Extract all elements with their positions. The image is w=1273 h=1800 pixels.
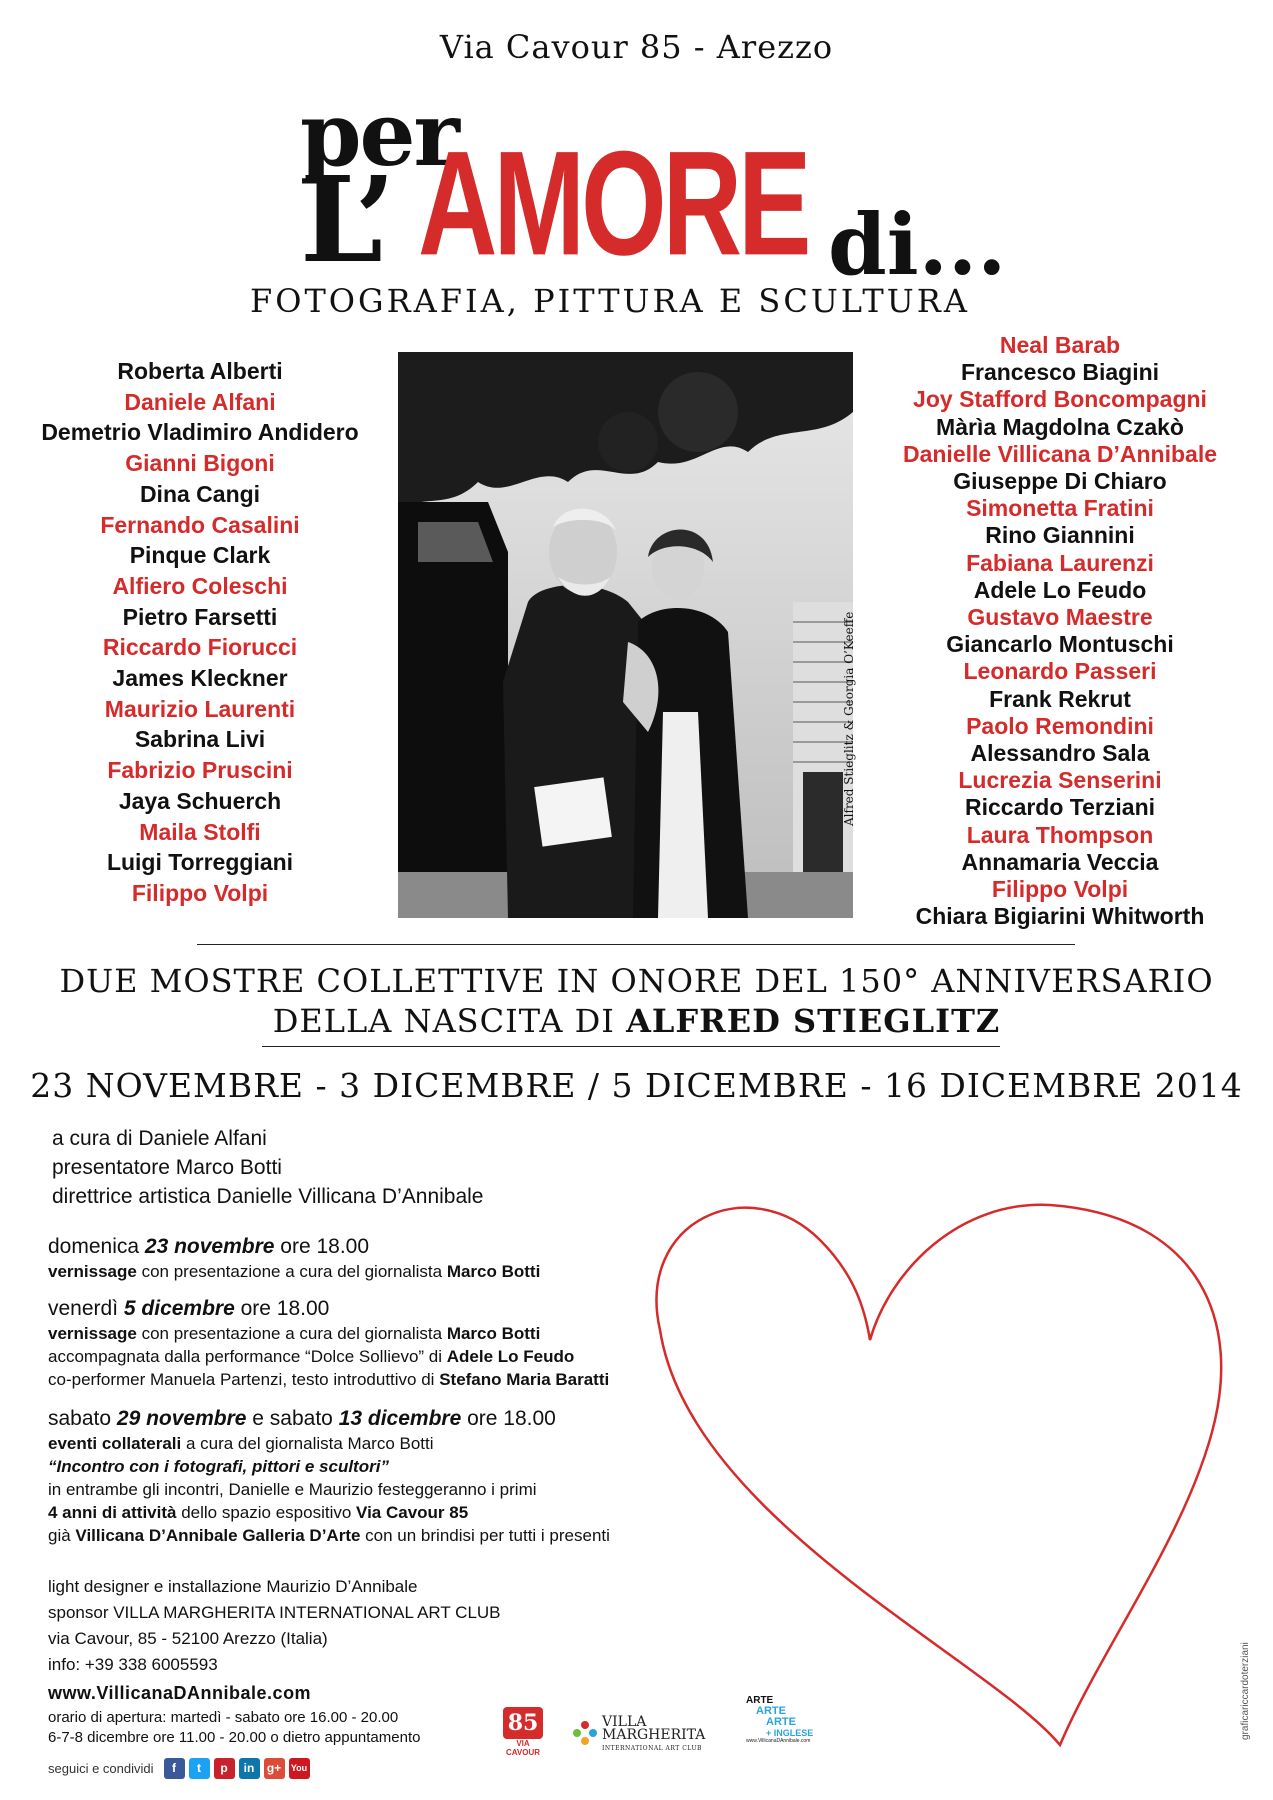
event-date: 29 novembre [116, 1407, 247, 1430]
artist-name: Jaya Schuerch [118, 787, 282, 814]
villa-margherita-logo [572, 1716, 705, 1755]
social-bar [48, 1758, 314, 1779]
artist-name: Lucrezia Senserini [958, 767, 1162, 794]
credit-role: direttrice artistica [52, 1185, 217, 1208]
artist-name: Dina Cangi [139, 480, 261, 507]
pinterest-icon[interactable]: p [214, 1758, 235, 1779]
arte-word-1: ARTE [746, 1695, 774, 1706]
via-cavour-number: 85 [503, 1707, 543, 1739]
event-3-line4 [48, 1501, 610, 1524]
event-text: 4 anni di attività [48, 1503, 177, 1522]
artist-name: Maila Stolfi [139, 818, 261, 845]
hours-1: orario di apertura: martedì - sabato ore 16.00 - 20.00 [48, 1709, 399, 1726]
event-desc: a cura del giornalista Marco Botti [181, 1434, 434, 1453]
event-text: accompagnata dalla performance “Dolce Sollievo” di [48, 1347, 447, 1366]
footer-info [48, 1574, 501, 1748]
event-label: vernissage [48, 1262, 137, 1281]
event-label: eventi collaterali [48, 1434, 182, 1453]
event-gallery: Villicana D’Annibale Galleria D’Arte [75, 1526, 361, 1545]
artist-name: Chiara Bigiarini Whitworth [915, 903, 1205, 930]
title-per: per [300, 82, 458, 186]
artist-name: Paolo Remondini [966, 712, 1154, 739]
artist-name: Laura Thompson [966, 821, 1154, 848]
event-3-line3: in entrambe gli incontri, Danielle e Maurizio festeggeranno i primi [48, 1480, 537, 1499]
arte-url: www.VillicanaDAnnibale.com [746, 1738, 811, 1744]
event-text: co-performer Manuela Partenzi, testo introduttivo di [48, 1370, 440, 1389]
event-text: con un brindisi per tutti i presenti [360, 1526, 610, 1545]
photo-credit: Alfred Stieglitz & Georgia O’Keeffe [842, 611, 856, 826]
event-3-heading [48, 1406, 610, 1432]
villa-subtitle: INTERNATIONAL ART CLUB [602, 1745, 702, 1752]
credit-curator [52, 1124, 484, 1153]
event-time: ore 18.00 [461, 1407, 556, 1430]
title-di: di... [828, 195, 1007, 294]
artist-name: Rino Giannini [985, 522, 1135, 549]
artist-name: Roberta Alberti [117, 358, 283, 384]
light-designer [48, 1574, 501, 1600]
via-cavour-logo [503, 1707, 543, 1757]
event-text: e sabato [246, 1407, 339, 1430]
headline-line-1: DUE MOSTRE COLLETTIVE IN ONORE DEL 150° ANNIVERSARIO [59, 962, 1214, 1000]
credit-role: presentatore [52, 1156, 176, 1179]
event-2-line3 [48, 1368, 609, 1391]
artist-name: Pietro Farsetti [122, 603, 278, 630]
arte-inglese: + INGLESE [766, 1728, 814, 1738]
artist-name: Gianni Bigoni [125, 450, 275, 477]
arte-logo [746, 1696, 832, 1744]
event-author: Stefano Maria Baratti [439, 1370, 610, 1389]
youtube-icon[interactable]: You [289, 1758, 310, 1779]
arte-word-2: ARTE [756, 1705, 786, 1717]
artist-name: Filippo Volpi [991, 876, 1129, 903]
linkedin-icon[interactable]: in [239, 1758, 260, 1779]
address: via Cavour, 85 - 52100 Arezzo (Italia) [48, 1629, 328, 1648]
title-l: L’ [300, 150, 396, 289]
artist-name: Màrìa Magdolna Czakò [936, 413, 1184, 440]
artists-left-list [0, 356, 400, 909]
hours-2: 6-7-8 dicembre ore 11.00 - 20.00 o dietro appuntamento [48, 1729, 421, 1746]
event-text: dello spazio espositivo [176, 1503, 357, 1522]
credit-name: Daniele Alfani [138, 1127, 267, 1150]
artist-name: Giancarlo Montuschi [946, 631, 1174, 658]
event-3-quote: “Incontro con i fotografi, pittori e scultori” [48, 1457, 389, 1476]
footer-role: light designer e installazione [48, 1577, 267, 1596]
credit-presenter [52, 1153, 484, 1182]
credits-block [52, 1124, 484, 1211]
via-cavour-text: VIA CAVOUR [505, 1739, 541, 1757]
headline-line-2-prefix: DELLA NASCITA DI [272, 1002, 627, 1040]
event-time: ore 18.00 [274, 1235, 370, 1258]
phone-info: info: +39 338 6005593 [48, 1655, 218, 1674]
artist-name: Daniele Alfani [124, 388, 276, 415]
credit-name: Marco Botti [175, 1156, 282, 1179]
event-1-desc [48, 1260, 540, 1283]
divider-top [197, 944, 1075, 945]
artist-name: Leonardo Passeri [963, 658, 1157, 685]
google-plus-icon[interactable]: g+ [264, 1758, 285, 1779]
event-date: 23 novembre [144, 1235, 275, 1258]
artist-name: Adele Lo Feudo [973, 576, 1147, 603]
villa-title-2: MARGHERITA [602, 1727, 706, 1743]
event-desc: con presentazione a cura del giornalista [136, 1262, 447, 1281]
artist-name: Annamaria Veccia [961, 848, 1159, 875]
event-2-line2 [48, 1345, 609, 1368]
event-2-desc [48, 1322, 609, 1345]
divider-bottom [262, 1046, 1000, 1047]
footer-name: Maurizio D’Annibale [266, 1577, 418, 1596]
artist-name: James Kleckner [112, 665, 288, 692]
artist-name: Riccardo Fiorucci [102, 634, 298, 661]
event-3-desc [48, 1432, 610, 1455]
event-text: già [48, 1526, 76, 1545]
designer-credit: graficariccardoterziani [1240, 1642, 1251, 1740]
exhibition-dates: 23 NOVEMBRE - 3 DICEMBRE / 5 DICEMBRE - 16 DICEMBRE 2014 [30, 1066, 1243, 1105]
event-day: sabato [48, 1407, 117, 1430]
artist-name: Fernando Casalini [100, 511, 300, 538]
event-day: venerdì [48, 1297, 124, 1320]
twitter-icon[interactable]: t [189, 1758, 210, 1779]
artist-name: Joy Stafford Boncompagni [913, 386, 1207, 413]
event-time: ore 18.00 [234, 1297, 330, 1320]
event-desc: con presentazione a cura del giornalista [136, 1324, 447, 1343]
artist-name: Fabiana Laurenzi [966, 549, 1154, 576]
artist-name: Sabrina Livi [134, 726, 266, 753]
headline-stieglitz: ALFRED STIEGLITZ [626, 1002, 1001, 1040]
event-performer: Adele Lo Feudo [446, 1347, 575, 1366]
event-day: domenica [48, 1235, 145, 1258]
title-amore: AMORE [418, 120, 808, 287]
event-3 [48, 1406, 610, 1547]
flower-icon [572, 1720, 598, 1746]
artist-name: Simonetta Fratini [966, 495, 1154, 522]
credit-artistic-director [52, 1182, 484, 1211]
event-who: Marco Botti [446, 1324, 541, 1343]
website-link[interactable]: www.VillicanaDAnnibale.com [48, 1683, 312, 1703]
artists-right-list [860, 332, 1260, 930]
artist-name: Francesco Biagini [960, 359, 1160, 386]
artist-name: Filippo Volpi [131, 879, 269, 906]
artist-name: Riccardo Terziani [964, 794, 1156, 821]
artist-name: Alfiero Coleschi [112, 572, 288, 599]
artist-name: Luigi Torreggiani [106, 849, 294, 876]
artist-name: Gustavo Maestre [967, 604, 1153, 631]
artist-name: Fabrizio Pruscini [107, 757, 293, 784]
arte-word-3: ARTE [766, 1716, 796, 1728]
facebook-icon[interactable]: f [164, 1758, 185, 1779]
footer-role: sponsor [48, 1603, 114, 1622]
artist-name: Alessandro Sala [970, 740, 1150, 767]
artist-name: Maurizio Laurenti [104, 695, 296, 722]
heart-outline-icon [630, 1190, 1270, 1790]
headline-line-2 [0, 1002, 1273, 1040]
sponsor [48, 1600, 501, 1626]
artist-name: Demetrio Vladimiro Andidero [41, 419, 359, 446]
artist-name: Neal Barab [999, 332, 1121, 358]
artist-name: Giuseppe Di Chiaro [953, 468, 1167, 495]
event-1 [48, 1234, 540, 1283]
footer-name: VILLA MARGHERITA INTERNATIONAL ART CLUB [113, 1603, 501, 1622]
photo-illustration [398, 352, 853, 918]
venue-address: Via Cavour 85 - Arezzo [439, 28, 834, 66]
event-label: vernissage [48, 1324, 137, 1343]
social-label: seguici e condividi [48, 1761, 154, 1776]
artist-name: Frank Rekrut [989, 685, 1131, 712]
credit-name: Danielle Villicana D’Annibale [216, 1185, 484, 1208]
event-2 [48, 1296, 609, 1391]
event-venue: Via Cavour 85 [356, 1503, 469, 1522]
event-date: 5 dicembre [123, 1297, 235, 1320]
event-who: Marco Botti [446, 1262, 541, 1281]
artist-name: Pinque Clark [129, 542, 271, 569]
event-2-heading [48, 1296, 609, 1322]
event-3-line5 [48, 1524, 610, 1547]
event-1-heading [48, 1234, 540, 1260]
photo-stieglitz-okeeffe [398, 352, 853, 918]
villa-title: VILLA [602, 1714, 647, 1730]
artist-name: Danielle Villicana D’Annibale [902, 440, 1217, 467]
credit-role: a cura di [52, 1127, 139, 1150]
event-date: 13 dicembre [338, 1407, 462, 1430]
subtitle: FOTOGRAFIA, PITTURA E SCULTURA [250, 282, 970, 320]
